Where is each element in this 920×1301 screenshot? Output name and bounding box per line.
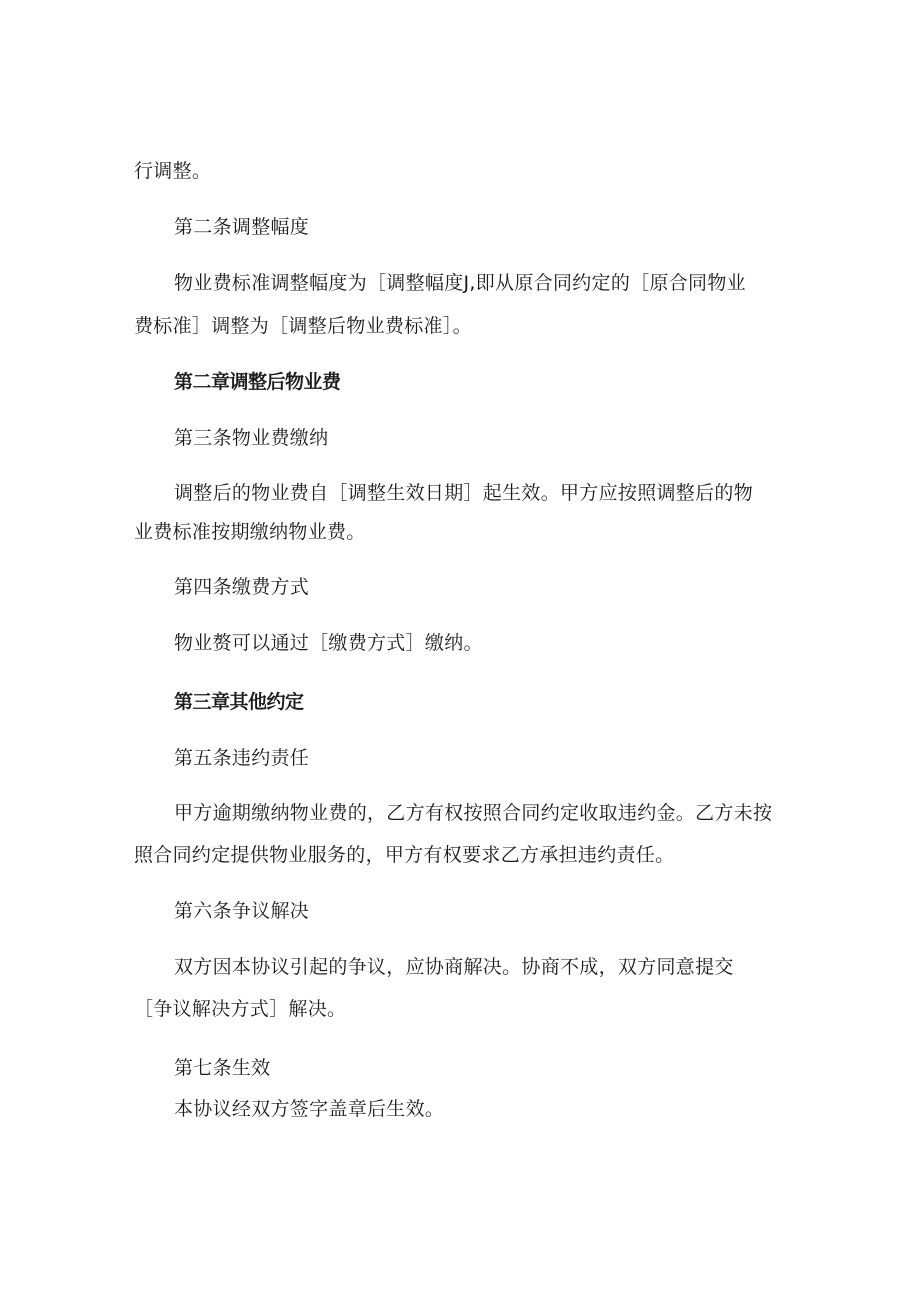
chapter-2-heading: 第二章调整后物业费 — [174, 371, 341, 393]
article-2-body-line-2: 费标准］调整为［调整后物业费标准］。 — [134, 315, 472, 337]
chapter-3-heading: 第三章其他约定 — [174, 691, 304, 713]
article-5-body-line-1: 甲方逾期缴纳物业费的，乙方有权按照合同约定收取违约金。乙方未按 — [174, 802, 773, 824]
article-3-body-line-2: 业费标准按期缴纳物业费。 — [134, 521, 366, 543]
article-5-title: 第五条违约责任 — [174, 747, 310, 769]
article-6-body-line-1: 双方因本协议引起的争议，应协商解决。协商不成，双方同意提交 — [174, 956, 734, 978]
article-4-body: 物业赘可以通过［缴费方式］缴纳。 — [174, 632, 483, 654]
article-7-body: 本协议经双方签字盖章后生效。 — [174, 1098, 445, 1120]
article-6-body-line-2: ［争议解决方式］解决。 — [134, 998, 347, 1020]
article-3-body-line-1: 调整后的物业费自［调整生效日期］起生效。甲方应按照调整后的物 — [174, 482, 754, 504]
article-4-title: 第四条缴费方式 — [174, 576, 310, 598]
article-2-title: 第二条调整幅度 — [174, 216, 310, 238]
article-5-body-line-2: 照合同约定提供物业服务的，甲方有权要求乙方承担违约责任。 — [134, 844, 675, 866]
article-2-body-line-1: 物业费标准调整幅度为［调整幅度J,即从原合同约定的［原合同物业 — [174, 272, 746, 294]
article-6-title: 第六条争议解决 — [174, 900, 310, 922]
paragraph-continuation: 行调整。 — [134, 160, 212, 182]
article-7-title: 第七条生效 — [174, 1057, 271, 1079]
article-3-title: 第三条物业费缴纳 — [174, 427, 329, 449]
